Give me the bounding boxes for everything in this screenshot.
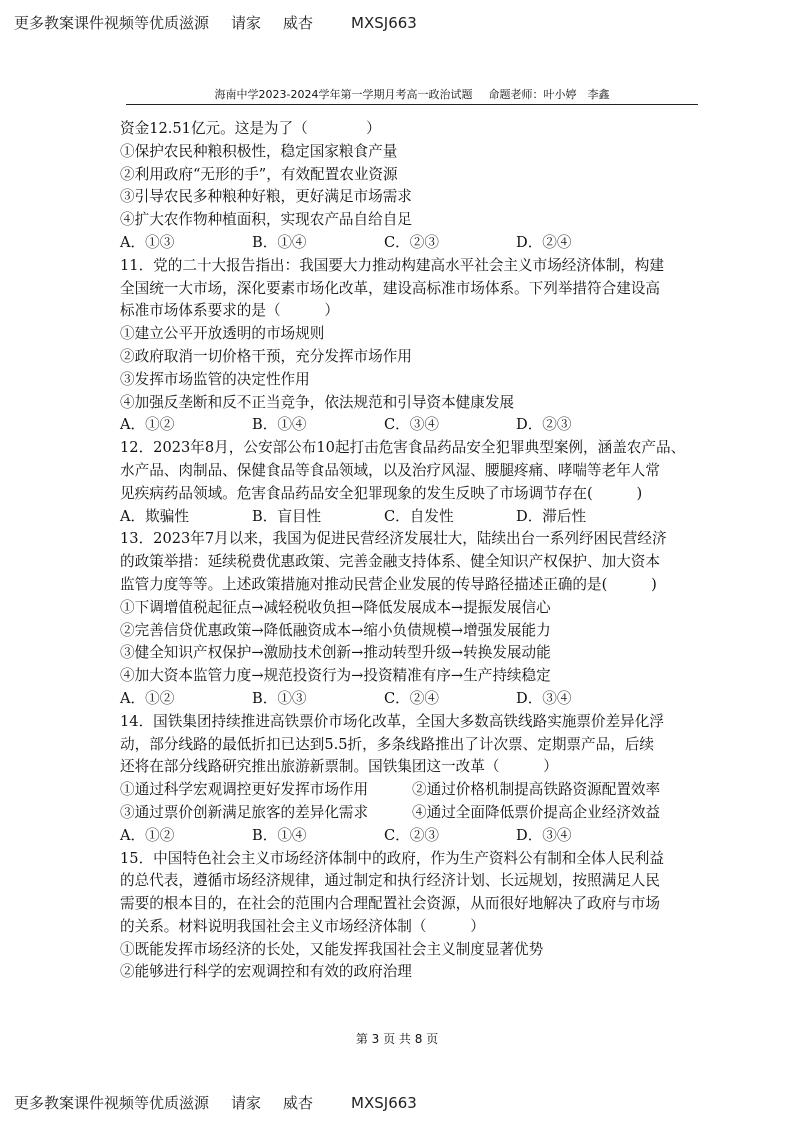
option-a: A．①③ xyxy=(120,233,175,251)
statement-pair xyxy=(120,779,704,802)
statement-item: ②完善信贷优惠政策→降低融资成本→缩小负债规模→增强发展能力 xyxy=(120,621,551,639)
option-b: B．①④ xyxy=(252,233,307,251)
option-b: B．①④ xyxy=(252,826,307,844)
banner-code: MXSJ663 xyxy=(351,1094,417,1112)
option-b: B．盲目性 xyxy=(252,507,322,525)
question-text-line: 动，部分线路的最低折扣已达到5.5折，多条线路推出了计次票、定期票产品，后续 xyxy=(120,735,654,753)
question-text-line: 水产品、肉制品、保健食品等食品领域，以及治疗风湿、腰腿疼痛、哮喘等老年人常 xyxy=(120,461,660,479)
question-text-line: 的政策举措：延续税费优惠政策、完善金融支持体系、健全知识产权保护、加大资本 xyxy=(120,553,660,571)
question-text-line: 见疾病药品领域。危害食品药品安全犯罪现象的发生反映了市场调节存在( ) xyxy=(120,484,643,502)
statement-item: ③发挥市场监管的决定性作用 xyxy=(120,370,310,388)
statement-item: ②通过价格机制提高铁路资源配置效率 xyxy=(412,781,661,799)
statement-item: ①建立公平开放透明的市场规则 xyxy=(120,325,325,343)
answer-options xyxy=(120,232,704,255)
option-b: B．①③ xyxy=(252,689,307,707)
exam-title: 海南中学2023-2024学年第一学期月考高一政治试题 xyxy=(214,88,473,101)
option-a: A．①② xyxy=(120,826,175,844)
banner-contact-prefix: 请家 xyxy=(231,14,262,32)
question-13 xyxy=(120,528,704,710)
question-text-line: 13．2023年7月以来，我国为促进民营经济发展壮大，陆续出台一系列纾困民营经济 xyxy=(120,530,667,548)
question-text-line: 还将在部分线路研究推出旅游新票制。国铁集团这一改革（ ） xyxy=(120,758,558,776)
option-a: A．①② xyxy=(120,416,175,434)
question-text-line: 12．2023年8月，公安部公布10起打击危害食品药品安全犯罪典型案例，涵盖农产品、 xyxy=(120,439,686,457)
answer-options xyxy=(120,825,704,848)
option-b: B．①④ xyxy=(252,416,307,434)
banner-contact-prefix: 请家 xyxy=(231,1094,262,1112)
statement-item: ①下调增值税起征点→减轻税收负担→降低发展成本→提振发展信心 xyxy=(120,598,551,616)
option-d: D．③④ xyxy=(516,689,572,707)
question-text-line: 11．党的二十大报告指出：我国要大力推动构建高水平社会主义市场经济体制，构建 xyxy=(120,256,664,274)
banner-name: 威杏 xyxy=(283,14,314,32)
statement-pair xyxy=(120,802,704,825)
option-d: D．③④ xyxy=(516,826,572,844)
answer-options xyxy=(120,688,704,711)
statement-item: ①保护农民种粮积极性，稳定国家粮食产量 xyxy=(120,142,398,160)
exam-header xyxy=(126,86,698,105)
banner-code: MXSJ663 xyxy=(351,14,417,32)
option-c: C．②③ xyxy=(384,233,439,251)
statement-item: ④通过全面降低票价提高企业经济效益 xyxy=(412,803,661,821)
statement-item: ①既能发挥市场经济的长处，又能发挥我国社会主义制度显著优势 xyxy=(120,940,544,958)
question-text-line: 资金12.51亿元。这是为了（ ） xyxy=(120,120,381,137)
statement-item: ②政府取消一切价格干预，充分发挥市场作用 xyxy=(120,347,412,365)
option-c: C．②④ xyxy=(384,689,439,707)
option-d: D．②④ xyxy=(516,233,572,251)
option-a: A．①② xyxy=(120,689,175,707)
option-c: C．自发性 xyxy=(384,507,454,525)
answer-options xyxy=(120,414,704,437)
question-text-line: 监管力度等等。上述政策措施对推动民营企业发展的传导路径描述正确的是( ) xyxy=(120,575,657,593)
option-a: A．欺骗性 xyxy=(120,507,189,525)
bottom-banner xyxy=(14,1092,417,1113)
banner-text: 更多教案课件视频等优质滋源 xyxy=(14,14,210,32)
question-text-line: 需要的根本目的，在社会的范围内合理配置社会资源，从而很好地解决了政府与市场 xyxy=(120,895,660,913)
question-10 xyxy=(120,118,704,255)
statement-item: ③健全知识产权保护→激励技术创新→推动转型升级→转换发展动能 xyxy=(120,644,551,662)
question-content xyxy=(120,118,704,984)
top-banner xyxy=(14,12,417,33)
statement-item: ②能够进行科学的宏观调控和有效的政府治理 xyxy=(120,963,412,981)
statement-item: ④加强反垄断和反不正当竞争，依法规范和引导资本健康发展 xyxy=(120,393,515,411)
option-d: D．滞后性 xyxy=(516,507,587,525)
option-c: C．③④ xyxy=(384,416,439,434)
question-text-line: 的关系。材料说明我国社会主义市场经济体制（ ） xyxy=(120,917,485,935)
question-11 xyxy=(120,255,704,437)
option-d: D．②③ xyxy=(516,416,572,434)
statement-item: ④扩大农作物种植面积，实现农产品自给自足 xyxy=(120,211,412,229)
exam-author: 命题老师：叶小婷 李鑫 xyxy=(488,88,610,101)
page-number: 第 3 页 共 8 页 xyxy=(355,1032,439,1046)
question-text-line: 全国统一大市场，深化要素市场化改革，建设高标准市场体系。下列举措符合建设高 xyxy=(120,279,660,297)
question-14 xyxy=(120,711,704,848)
statement-item: ③通过票价创新满足旅客的差异化需求 xyxy=(120,803,369,821)
question-12 xyxy=(120,437,704,528)
option-c: C．②③ xyxy=(384,826,439,844)
question-text-line: 15．中国特色社会主义市场经济体制中的政府，作为生产资料公有制和全体人民利益 xyxy=(120,849,664,867)
statement-item: ①通过科学宏观调控更好发挥市场作用 xyxy=(120,781,369,799)
question-15 xyxy=(120,848,704,985)
banner-name: 威杏 xyxy=(283,1094,314,1112)
answer-options xyxy=(120,506,704,529)
statement-item: ②利用政府“无形的手”，有效配置农业资源 xyxy=(120,165,398,183)
banner-text: 更多教案课件视频等优质滋源 xyxy=(14,1094,210,1112)
statement-item: ③引导农民多种粮种好粮，更好满足市场需求 xyxy=(120,188,412,206)
question-text-line: 标准市场体系要求的是（ ） xyxy=(120,302,339,320)
statement-item: ④加大资本监管力度→规范投资行为→投资精准有序→生产持续稳定 xyxy=(120,667,551,685)
question-text-line: 14．国铁集团持续推进高铁票价市场化改革，全国大多数高铁线路实施票价差异化浮 xyxy=(120,712,664,730)
question-text-line: 的总代表，遵循市场经济规律，通过制定和执行经济计划、长远规划，按照满足人民 xyxy=(120,872,660,890)
